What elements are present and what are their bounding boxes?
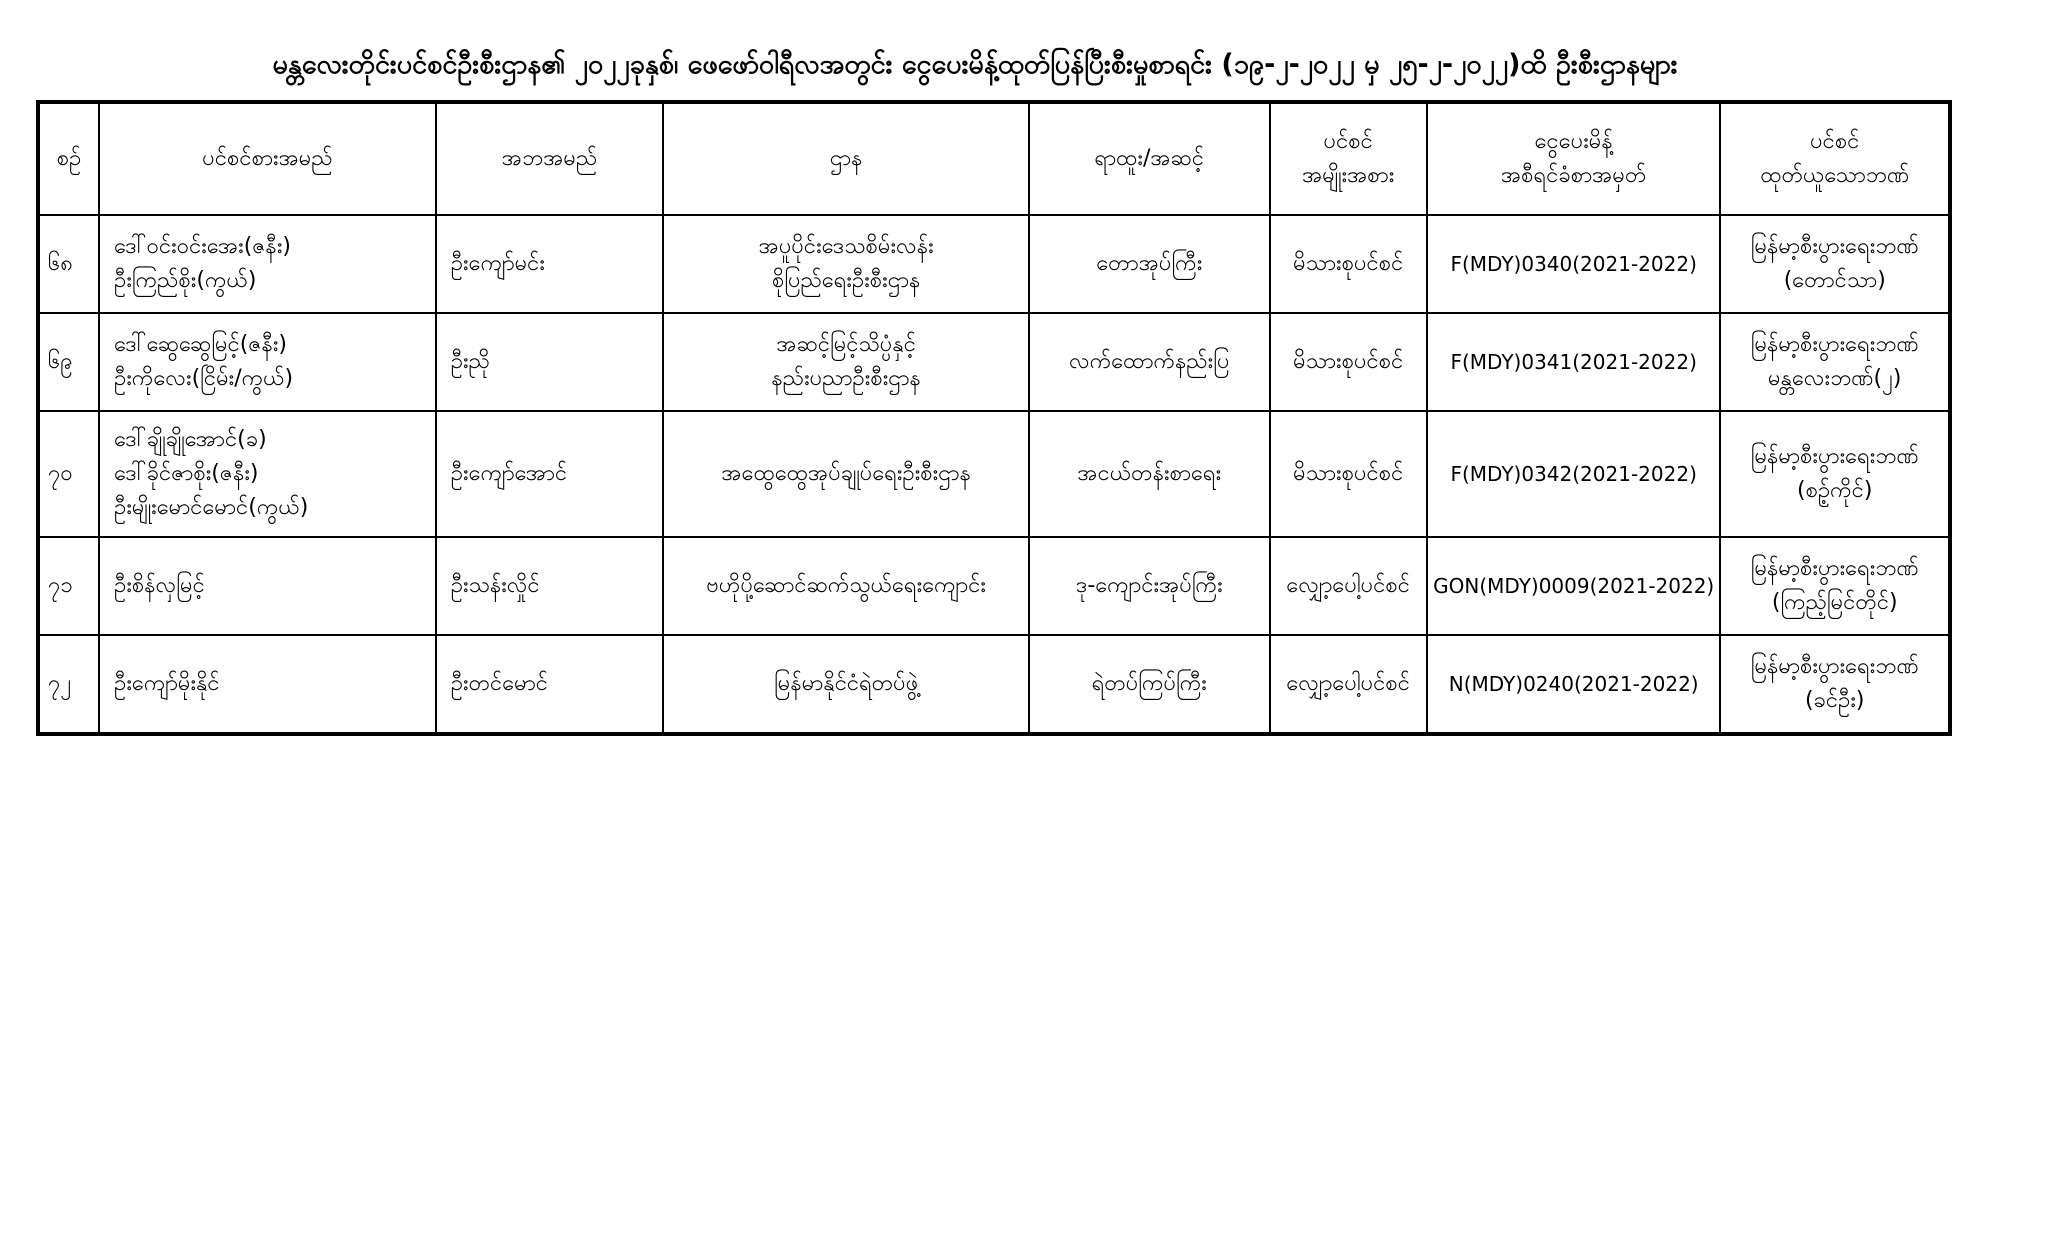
header-pensioner-name: ပင်စင်စားအမည် [99, 102, 436, 215]
pensioner-name-line: ဒေါ်ဝင်းဝင်းအေး(ဇနီး) [114, 234, 291, 259]
cell-department [663, 537, 1029, 635]
cell-rank: တောအုပ်ကြီး [1029, 215, 1270, 313]
cell-pensioner-name [99, 635, 436, 734]
header-paying-bank-line1: ပင်စင် [1810, 129, 1860, 154]
cell-father-name: ဦးကျော်အောင် [436, 411, 663, 537]
cell-serial: ၆၉ [38, 313, 99, 411]
cell-pension-type: မိသားစုပင်စင် [1270, 313, 1427, 411]
header-department: ဌာန [663, 102, 1029, 215]
bank-line: မြန်မာ့စီးပွားရေးဘဏ် [1750, 556, 1919, 581]
cell-order-no: F(MDY)0341(2021-2022) [1427, 313, 1721, 411]
cell-father-name: ဦးညို [436, 313, 663, 411]
pensioner-name-line: ဦးကြည်စိုး(ကွယ်) [114, 268, 257, 293]
cell-paying-bank [1720, 635, 1950, 734]
table-row [38, 635, 1950, 734]
cell-father-name: ဦးကျော်မင်း [436, 215, 663, 313]
header-order-no [1427, 102, 1721, 215]
pensioner-name-line: ဒေါ်ဆွေဆွေမြင့်(ဇနီး) [114, 332, 288, 357]
table-row [38, 537, 1950, 635]
document-title: မန္တလေးတိုင်းပင်စင်ဦးစီးဌာန၏ ၂၀၂၂ခုနှစ်၊ ဖေဖော်ဝါရီလအတွင်း ငွေပေးမိန့်ထုတ်ပြန်ပြီးစီးမှုစာရင်း (၁၉-၂-၂၀၂၂ မှ ၂၅-၂-၂၀၂၂)ထိ ဦးစီးဌာနများ [272, 49, 1678, 80]
cell-department [663, 411, 1029, 537]
header-paying-bank-line2: ထုတ်ယူသောဘဏ် [1760, 163, 1910, 188]
header-order-no-line1: ငွေပေးမိန့် [1534, 129, 1613, 154]
cell-order-no: N(MDY)0240(2021-2022) [1427, 635, 1721, 734]
cell-department [663, 215, 1029, 313]
department-line: အပူပိုင်းဒေသစိမ်းလန်း [758, 234, 934, 259]
header-rank: ရာထူး/အဆင့် [1029, 102, 1270, 215]
department-line: ဗဟိုပို့ဆောင်ဆက်သွယ်ရေးကျောင်း [706, 573, 986, 598]
cell-pension-type: မိသားစုပင်စင် [1270, 411, 1427, 537]
cell-department [663, 313, 1029, 411]
bank-line: (ခင်ဦး) [1804, 688, 1865, 713]
cell-serial: ၇၁ [38, 537, 99, 635]
department-line: စိုပြည်ရေးဦးစီးဌာန [771, 268, 921, 293]
cell-pension-type: လျှော့ပေါ့ပင်စင် [1270, 635, 1427, 734]
cell-rank: ဒု-ကျောင်းအုပ်ကြီး [1029, 537, 1270, 635]
bank-line: မြန်မာ့စီးပွားရေးဘဏ် [1750, 332, 1919, 357]
cell-paying-bank [1720, 215, 1950, 313]
bank-line: မြန်မာ့စီးပွားရေးဘဏ် [1750, 444, 1919, 469]
cell-order-no: F(MDY)0342(2021-2022) [1427, 411, 1721, 537]
cell-rank: အငယ်တန်းစာရေး [1029, 411, 1270, 537]
table-row [38, 215, 1950, 313]
header-father-name: အဘအမည် [436, 102, 663, 215]
cell-father-name: ဦးသန်းလှိုင် [436, 537, 663, 635]
bank-line: မြန်မာ့စီးပွားရေးဘဏ် [1750, 654, 1919, 679]
cell-pensioner-name [99, 411, 436, 537]
cell-rank: လက်ထောက်နည်းပြ [1029, 313, 1270, 411]
cell-pensioner-name [99, 313, 436, 411]
bank-line: (တောင်သာ) [1783, 268, 1886, 293]
pensioner-name-line: ဦးကိုလေး(ငြိမ်း/ကွယ်) [114, 366, 294, 391]
cell-paying-bank [1720, 411, 1950, 537]
pensioner-name-line: ဦးကျော်မိုးနိုင် [114, 671, 220, 696]
cell-paying-bank [1720, 313, 1950, 411]
header-paying-bank [1720, 102, 1950, 215]
department-line: မြန်မာနိုင်ငံရဲတပ်ဖွဲ့ [774, 671, 919, 696]
pensioner-name-line: ဒေါ်ချိုချိုအောင်(ခ) [114, 427, 267, 452]
header-pension-type-line1: ပင်စင် [1323, 129, 1373, 154]
bank-line: မန္တလေးဘဏ်(၂) [1768, 366, 1902, 391]
header-pension-type [1270, 102, 1427, 215]
cell-pension-type: မိသားစုပင်စင် [1270, 215, 1427, 313]
pensioner-name-line: ဦးစိန်လှမြင့် [114, 573, 205, 598]
pensioner-name-line: ဒေါ်ခိုင်ဇာစိုး(ဇနီး) [114, 461, 259, 486]
header-order-no-line2: အစီရင်ခံစာအမှတ် [1500, 163, 1647, 188]
department-line: အဆင့်မြင့်သိပ္ပံနှင့် [776, 332, 916, 357]
department-line: နည်းပညာဦးစီးဌာန [771, 366, 921, 391]
cell-serial: ၆၈ [38, 215, 99, 313]
cell-serial: ၇၀ [38, 411, 99, 537]
cell-serial: ၇၂ [38, 635, 99, 734]
department-line: အထွေထွေအုပ်ချုပ်ရေးဦးစီးဌာန [721, 461, 971, 486]
table-row [38, 313, 1950, 411]
header-serial: စဉ် [38, 102, 99, 215]
cell-order-no: GON(MDY)0009(2021-2022) [1427, 537, 1721, 635]
bank-line: (စဥ့်ကိုင်) [1797, 478, 1873, 503]
cell-rank: ရဲတပ်ကြပ်ကြီး [1029, 635, 1270, 734]
cell-pensioner-name [99, 537, 436, 635]
pensioner-name-line: ဦးမျိုးမောင်မောင်(ကွယ်) [114, 495, 309, 520]
pension-table [36, 100, 1952, 736]
cell-department [663, 635, 1029, 734]
header-pension-type-line2: အမျိုးအစား [1302, 163, 1395, 188]
table-header-row [38, 102, 1950, 215]
cell-pension-type: လျှော့ပေါ့ပင်စင် [1270, 537, 1427, 635]
cell-order-no: F(MDY)0340(2021-2022) [1427, 215, 1721, 313]
cell-paying-bank [1720, 537, 1950, 635]
cell-father-name: ဦးတင်မောင် [436, 635, 663, 734]
bank-line: မြန်မာ့စီးပွားရေးဘဏ် [1750, 234, 1919, 259]
cell-pensioner-name [99, 215, 436, 313]
bank-line: (ကြည့်မြင်တိုင်) [1771, 590, 1898, 615]
table-row [38, 411, 1950, 537]
